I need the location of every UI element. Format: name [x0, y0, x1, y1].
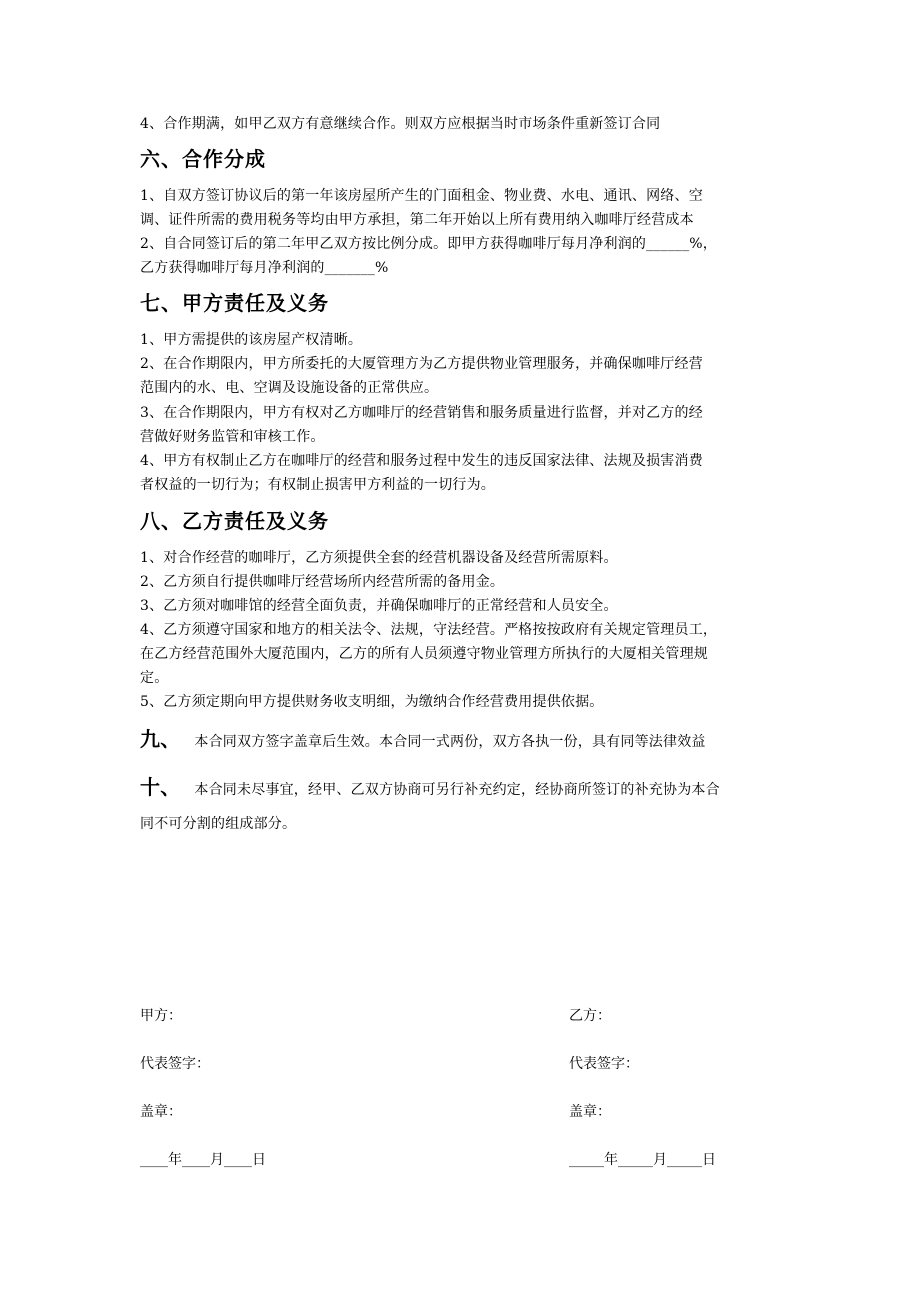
section-7-item-4-line-1: 4、甲方有权制止乙方在咖啡厅的经营和服务过程中发生的违反国家法律、法规及损害消费 — [140, 453, 703, 469]
section-9-head: 九、 — [140, 727, 181, 751]
section-9-text: 本合同双方签字盖章后生效。本合同一式两份，双方各执一份，具有同等法律效益 — [194, 734, 706, 750]
clause-5-item-4: 4、合作期满，如甲乙双方有意继续合作。则双方应根据当时市场条件重新签订合同 — [140, 116, 661, 132]
section-7-item-2-line-1: 2、在合作期限内，甲方所委托的大厦管理方为乙方提供物业管理服务，并确保咖啡厅经营 — [140, 356, 703, 372]
section-8-item-4-line-2: 在乙方经营范围外大厦范围内，乙方的所有人员须遵守物业管理方所执行的大厦相关管理规 — [140, 646, 708, 662]
section-8-item-4-line-3: 定。 — [140, 670, 169, 686]
section-6-item-2-line-1: 2、自合同签订后的第二年甲乙双方按比例分成。即甲方获得咖啡厅每月净利润的______%， — [140, 236, 718, 252]
section-7-item-3-line-1: 3、在合作期限内，甲方有权对乙方咖啡厅的经营销售和服务质量进行监督，并对乙方的经 — [140, 405, 703, 421]
section-10-line-2: 同不可分割的组成部分。 — [140, 816, 297, 832]
left-date-line: ____年____月____日 — [140, 1152, 266, 1168]
section-8-item-4-line-1: 4、乙方须遵守国家和地方的相关法令、法规，守法经营。严格按按政府有关规定管理员工， — [140, 622, 718, 638]
left-rep-label: 代表签字： — [140, 1056, 210, 1072]
section-10-head: 十、 — [140, 775, 181, 799]
section-8-item-3: 3、乙方须对咖啡馆的经营全面负责，并确保咖啡厅的正常经营和人员安全。 — [140, 598, 618, 614]
section-8-title: 八、乙方责任及义务 — [140, 509, 329, 533]
section-7-title: 七、甲方责任及义务 — [140, 291, 329, 315]
section-8-item-1: 1、对合作经营的咖啡厅，乙方须提供全套的经营机器设备及经营所需原料。 — [140, 550, 618, 566]
section-8-item-5: 5、乙方须定期向甲方提供财务收支明细，为缴纳合作经营费用提供依据。 — [140, 694, 604, 710]
left-party-label: 甲方： — [140, 1008, 182, 1024]
right-rep-label: 代表签字： — [569, 1056, 639, 1072]
section-6-item-2-line-2: 乙方获得咖啡厅每月净利润的_______% — [140, 260, 389, 276]
right-seal-label: 盖章： — [569, 1104, 611, 1120]
section-9 — [140, 729, 706, 752]
section-7-item-2-line-2: 范围内的水、电、空调及设施设备的正常供应。 — [140, 380, 439, 396]
section-7-item-4-line-2: 者权益的一切行为；有权制止损害甲方利益的一切行为。 — [140, 477, 495, 493]
section-10-line-1 — [140, 777, 720, 800]
section-7-item-1: 1、甲方需提供的该房屋产权清晰。 — [140, 332, 363, 348]
right-date-line: _____年_____月_____日 — [569, 1152, 716, 1168]
section-7-item-3-line-2: 营做好财务监管和审核工作。 — [140, 429, 325, 445]
section-6-item-1-line-1: 1、自双方签订协议后的第一年该房屋所产生的门面租金、物业费、水电、通讯、网络、空 — [140, 188, 703, 204]
left-seal-label: 盖章： — [140, 1104, 182, 1120]
section-6-title: 六、合作分成 — [140, 147, 266, 171]
right-party-label: 乙方： — [569, 1008, 611, 1024]
section-8-item-2: 2、乙方须自行提供咖啡厅经营场所内经营所需的备用金。 — [140, 574, 505, 590]
section-10-text-line-1: 本合同未尽事宜，经甲、乙双方协商可另行补充约定，经协商所签订的补充协为本合 — [194, 782, 720, 798]
section-6-item-1-line-2: 调、证件所需的费用税务等均由甲方承担，第二年开始以上所有费用纳入咖啡厅经营成本 — [140, 212, 694, 228]
